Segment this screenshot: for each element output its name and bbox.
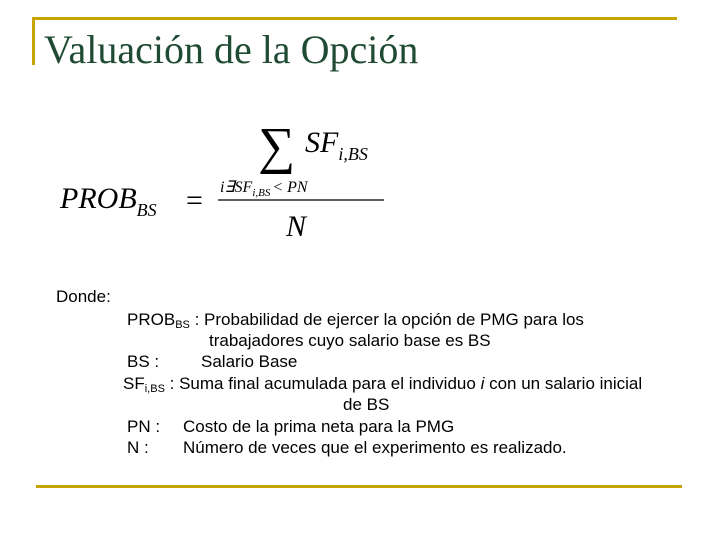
def-sf-line1: $SF_{i,BS}$ : Suma final acumulada para el individuo i con un salario inicial xyxy=(123,374,643,395)
def-n-term: N : xyxy=(127,438,149,457)
formula-numerator: $SF_{i,BS}$ xyxy=(305,126,368,164)
page-title: Valuación de la Opción xyxy=(44,27,419,72)
def-bs-desc: Salario Base xyxy=(201,352,298,371)
def-prob-line1: $PROB_{BS}$ : Probabilidad de ejercer la opción de PMG para los xyxy=(127,310,584,331)
donde-label: Donde: xyxy=(56,287,111,306)
formula-denominator: N xyxy=(286,210,307,243)
def-prob-line2: trabajadores cuyo salario base es BS xyxy=(209,331,491,350)
formula-lhs: $PROB_{BS}$ xyxy=(60,182,157,220)
def-n-desc: Número de veces que el experimento es realizado. xyxy=(183,438,567,457)
def-bs-term: BS : xyxy=(127,352,160,371)
def-pn-term: PN : xyxy=(127,417,161,436)
sum-symbol: ∑ xyxy=(258,118,296,175)
def-sf-line2: de BS xyxy=(343,395,390,414)
formula-equals: = xyxy=(186,184,203,217)
sum-limit: $i\exists SF_{i,BS}$ < PN xyxy=(220,179,308,199)
def-pn-desc: Costo de la prima neta para la PMG xyxy=(183,417,455,436)
